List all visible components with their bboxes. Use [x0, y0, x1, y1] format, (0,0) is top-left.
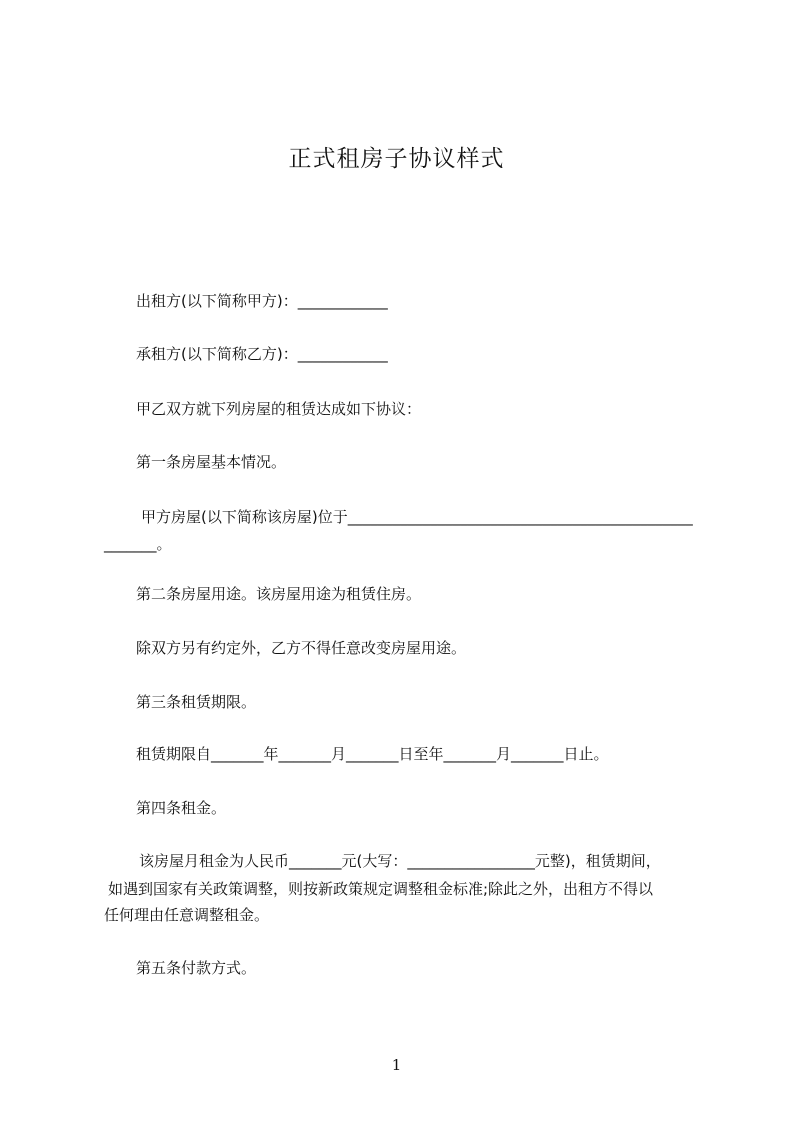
property-location-continued: _______。: [104, 535, 172, 553]
page-number: 1: [391, 1056, 402, 1074]
article-3-heading: 第三条租赁期限。: [136, 693, 257, 711]
article-4-heading: 第四条租金。: [136, 799, 227, 817]
lease-term-line: 租赁期限自_______年_______月_______日至年_______月_______日止。: [136, 745, 609, 763]
lessor-line: 出租方(以下简称甲方)：____________: [136, 292, 388, 310]
document-title: 正式租房子协议样式: [288, 146, 505, 172]
rent-policy-line: 如遇到国家有关政策调整，则按新政策规定调整租金标准;除此之外，出租方不得以: [108, 880, 654, 898]
article-5-heading: 第五条付款方式。: [136, 959, 257, 977]
article-2-heading: 第二条房屋用途。该房屋用途为租赁住房。: [136, 585, 422, 603]
use-restriction-line: 除双方另有约定外，乙方不得任意改变房屋用途。: [136, 639, 467, 657]
rent-amount-line: 该房屋月租金为人民币_______元(大写：_________________元整)，租赁期间，: [139, 852, 661, 870]
article-1-heading: 第一条房屋基本情况。: [136, 453, 287, 471]
lessee-line: 承租方(以下简称乙方)：____________: [136, 345, 388, 363]
rent-policy-continued: 任何理由任意调整租金。: [104, 906, 270, 924]
agreement-intro: 甲乙双方就下列房屋的租赁达成如下协议：: [136, 400, 422, 418]
property-location-line: 甲方房屋(以下简称该房屋)位于______________________________________________: [141, 508, 693, 526]
